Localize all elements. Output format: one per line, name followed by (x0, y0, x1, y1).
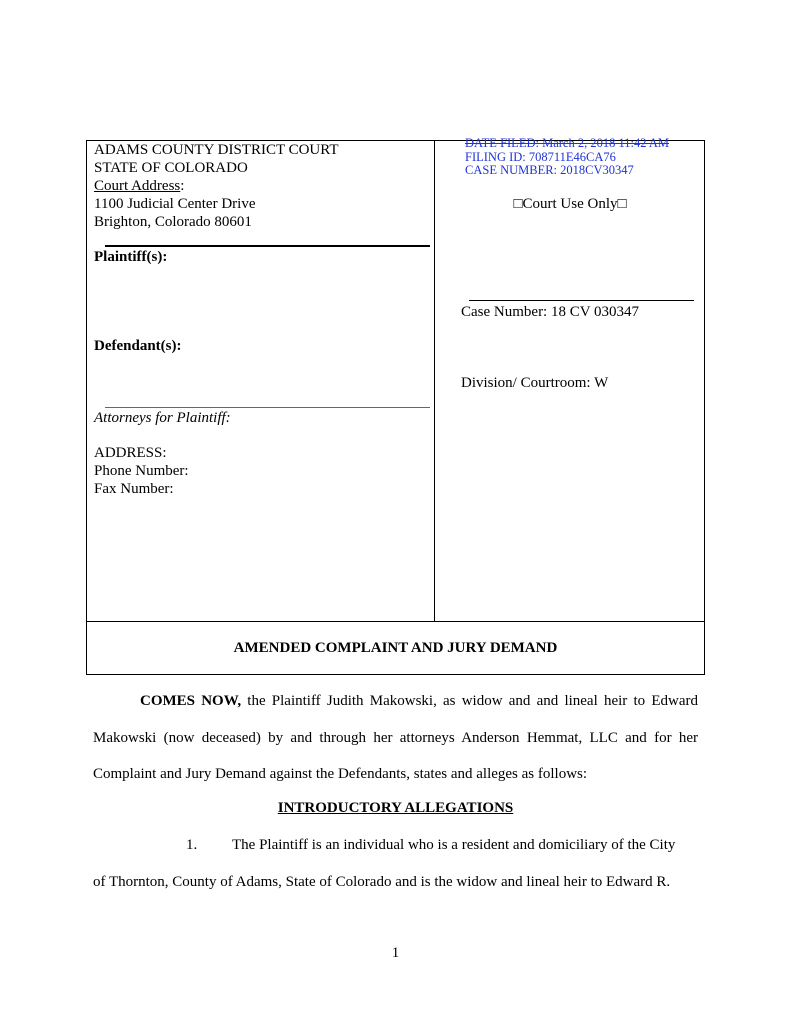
court-state-line: STATE OF COLORADO (94, 160, 248, 176)
attorneys-label: Attorneys for Plaintiff: (94, 410, 231, 426)
section-heading: INTRODUCTORY ALLEGATIONS (277, 800, 514, 816)
court-address-line-1: 1100 Judicial Center Drive (94, 196, 256, 212)
paragraph-number: 1. (186, 837, 198, 853)
attorney-address-label: ADDRESS: (94, 445, 167, 461)
plaintiffs-label: Plaintiff(s): (94, 249, 168, 265)
case-number-rule (469, 300, 694, 301)
court-info (94, 141, 339, 231)
court-address-line-2: Brighton, Colorado 80601 (94, 214, 252, 230)
intro-line-3: Complaint and Jury Demand against the Defendants, states and alleges as follows: (93, 766, 588, 782)
attorney-fax-label: Fax Number: (94, 481, 174, 497)
division-courtroom: Division/ Courtroom: W (461, 375, 609, 391)
court-name-line: ADAMS COUNTY DISTRICT COURT (94, 142, 339, 158)
filing-stamp (465, 137, 669, 178)
document-title: AMENDED COMPLAINT AND JURY DEMAND (233, 640, 558, 656)
court-use-only: □Court Use Only□ (513, 196, 627, 212)
stamp-filing-id: FILING ID: 708711E46CA76 (465, 149, 616, 164)
intro-lead: COMES NOW, (140, 693, 242, 709)
caption-divider-horizontal (86, 621, 705, 622)
caption-rule (105, 407, 430, 408)
stamp-case-number: CASE NUMBER: 2018CV30347 (465, 163, 634, 177)
intro-line-1: COMES NOW, the Plaintiff Judith Makowski, as widow and and lineal heir to Edward (140, 693, 698, 709)
page-number: 1 (391, 945, 400, 961)
attorney-phone-label: Phone Number: (94, 463, 189, 479)
case-number: Case Number: 18 CV 030347 (461, 304, 640, 320)
intro-line-2: Makowski (now deceased) by and through her attorneys Anderson Hemmat, LLC and for her (93, 730, 698, 746)
paragraph-1-line-2: of Thornton, County of Adams, State of Colorado and is the widow and lineal heir to Edward R. (93, 874, 671, 890)
paragraph-1-line-1: The Plaintiff is an individual who is a resident and domiciliary of the City (232, 837, 676, 853)
stamp-date-filed: DATE FILED: March 2, 2018 11:42 AM (465, 136, 670, 150)
defendants-label: Defendant(s): (94, 338, 182, 354)
court-address-label: Court Address: (94, 178, 185, 194)
caption-rule (105, 245, 430, 247)
